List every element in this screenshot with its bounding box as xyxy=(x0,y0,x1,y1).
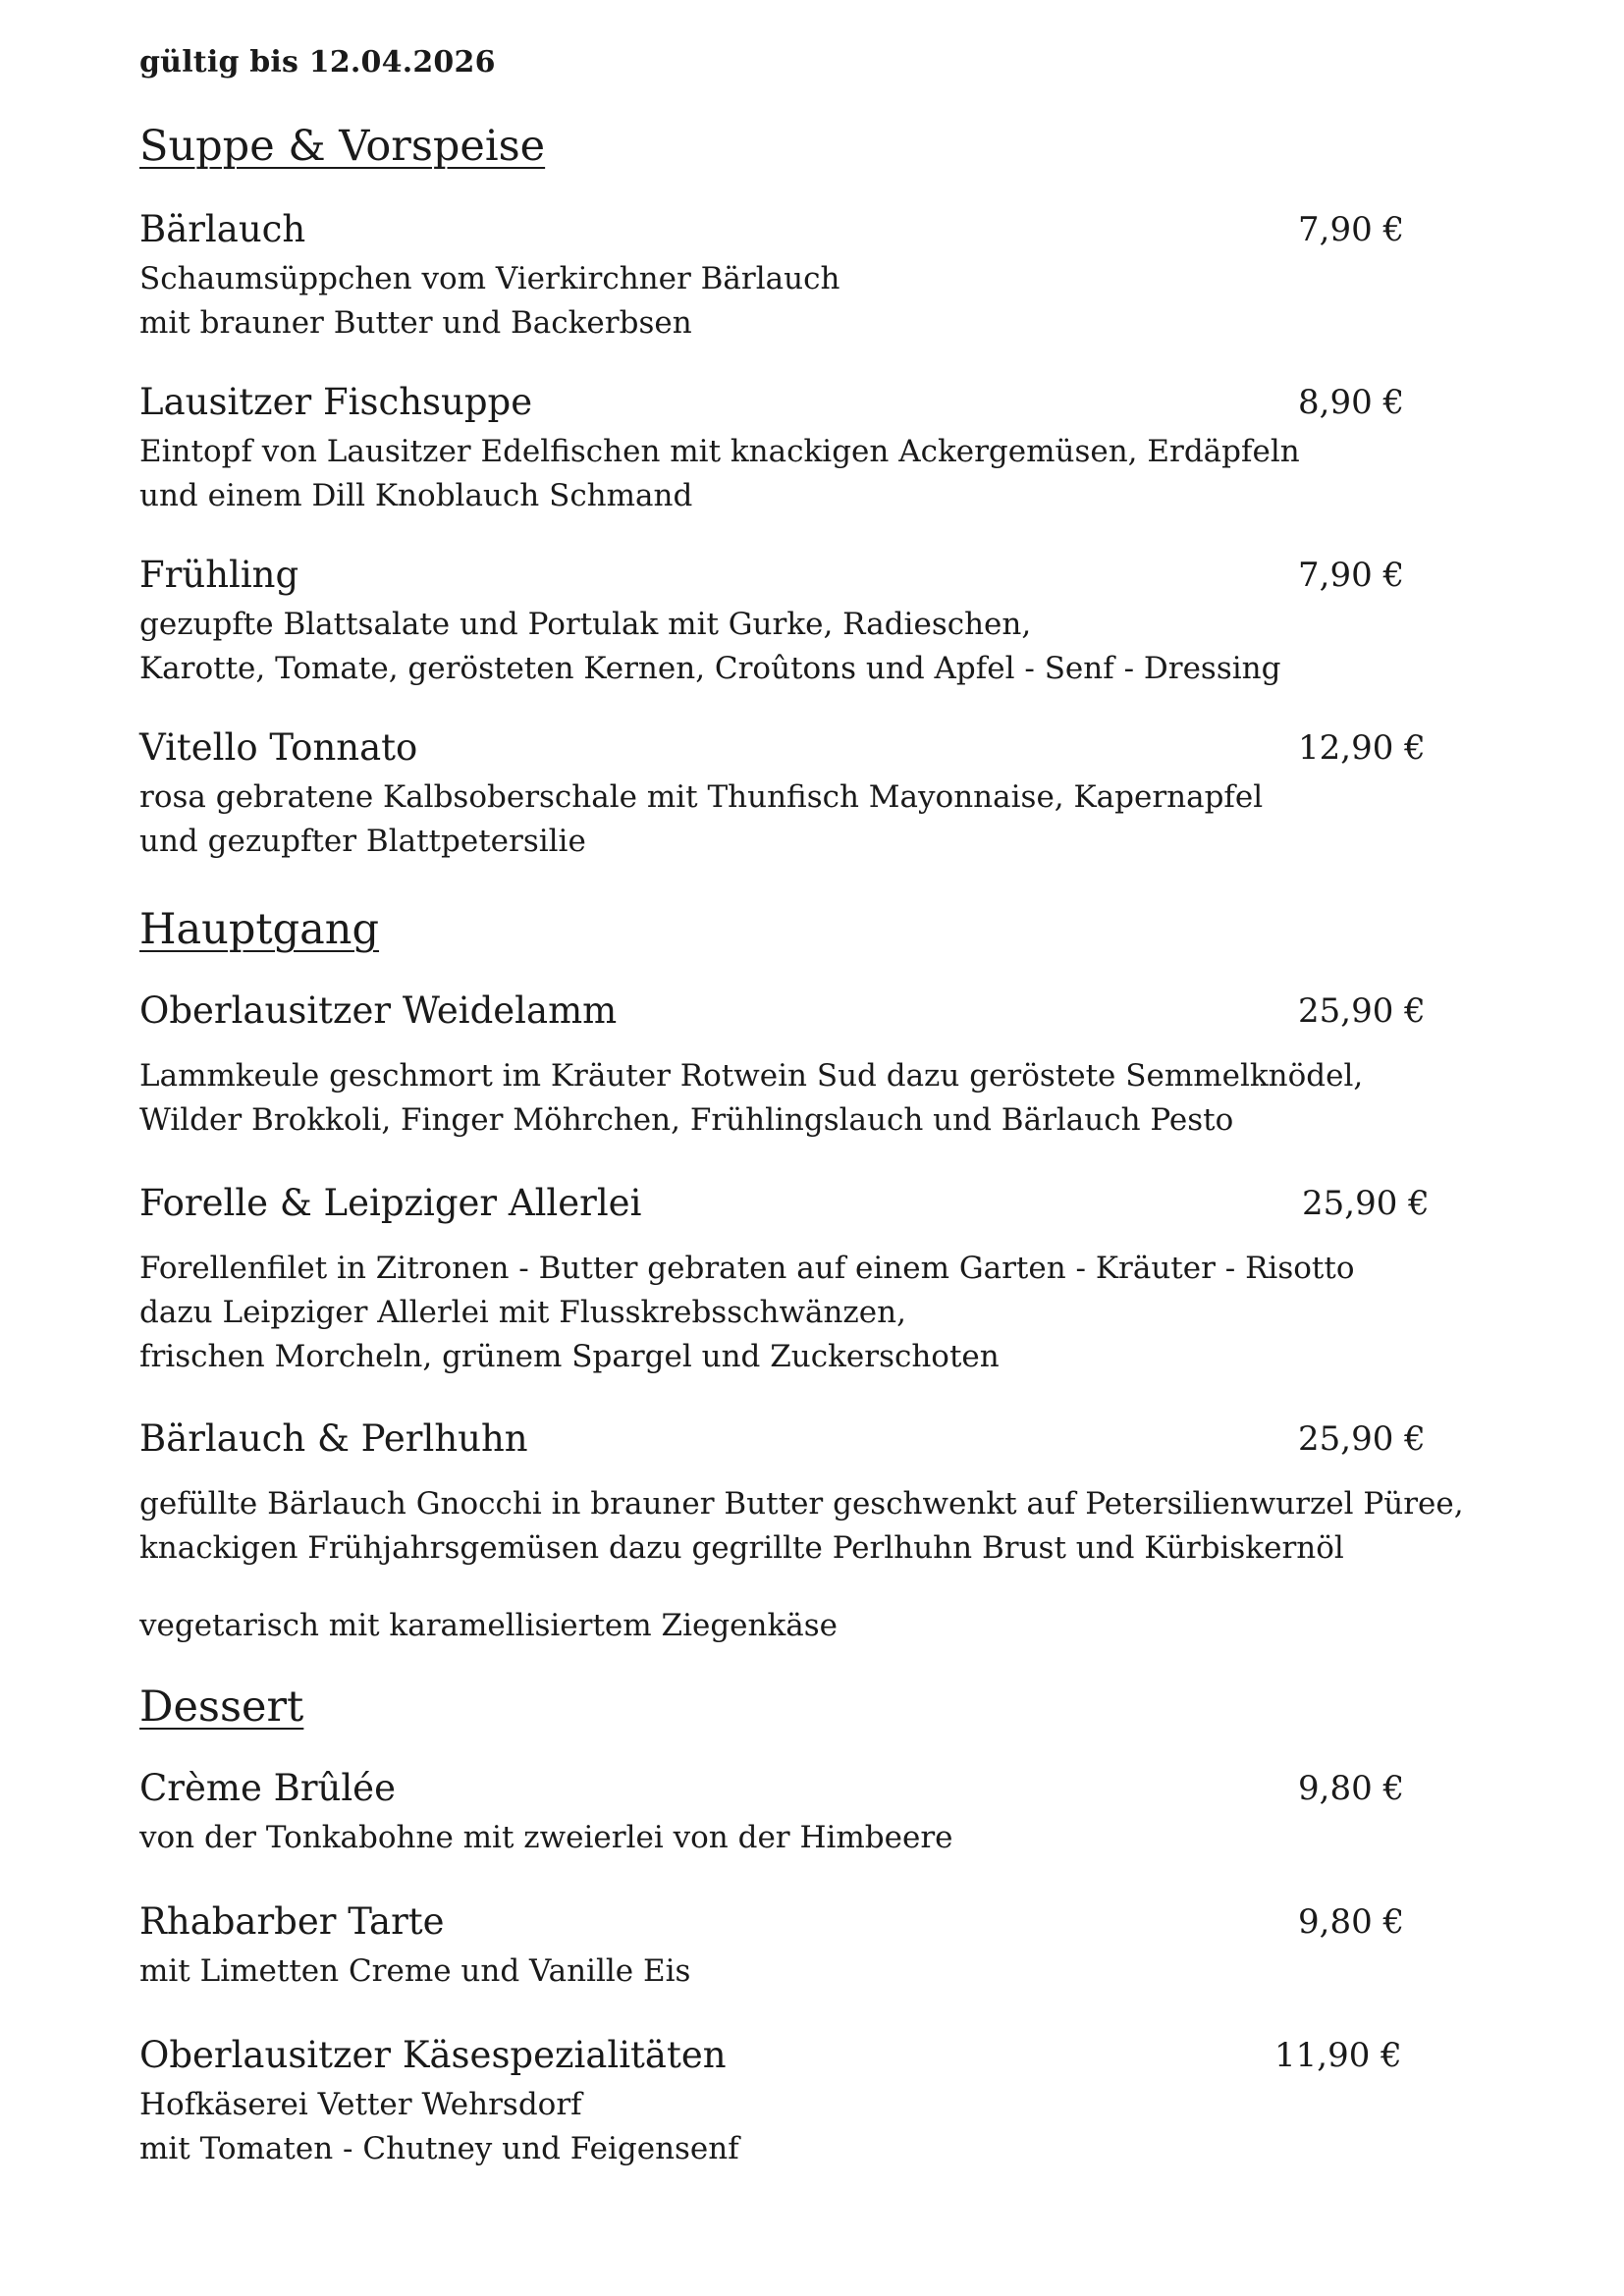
dish-price: 9,80 € xyxy=(1298,1769,1405,1808)
description-line: knackigen Frühjahrsgemüsen dazu gegrillte Perlhuhn Brust und Kürbiskernöl xyxy=(139,1530,1344,1566)
description-line: gefüllte Bärlauch Gnocchi in brauner Butter geschwenkt auf Petersilienwurzel Püree, xyxy=(139,1486,1464,1522)
description-line: Forellenfilet in Zitronen - Butter gebraten auf einem Garten - Kräuter - Risotto xyxy=(139,1251,1355,1286)
description-line: mit Limetten Creme und Vanille Eis xyxy=(139,1953,691,1989)
dish-description xyxy=(139,2083,739,2171)
description-line: Wilder Brokkoli, Finger Möhrchen, Frühlingslauch und Bärlauch Pesto xyxy=(139,1102,1234,1138)
section-title-mains: Hauptgang xyxy=(139,905,380,954)
description-line: mit Tomaten - Chutney und Feigensenf xyxy=(139,2131,739,2166)
dish-name: Crème Brûlée xyxy=(139,1767,396,1809)
description-line: und gezupfter Blattpetersilie xyxy=(139,824,586,859)
description-line: Hofkäserei Vetter Wehrsdorf xyxy=(139,2087,582,2122)
dish-price: 25,90 € xyxy=(1298,1419,1426,1459)
dish-name: Bärlauch & Perlhuhn xyxy=(139,1417,528,1460)
description-line: dazu Leipziger Allerlei mit Flusskrebsschwänzen, xyxy=(139,1295,906,1330)
dish-description xyxy=(139,1054,1363,1143)
dish-name: Vitello Tonnato xyxy=(139,726,418,769)
description-line: rosa gebratene Kalbsoberschale mit Thunfisch Mayonnaise, Kapernapfel xyxy=(139,779,1264,815)
dish-name: Oberlausitzer Käsespezialitäten xyxy=(139,2034,727,2076)
validity-date: gültig bis 12.04.2026 xyxy=(139,45,496,80)
dish-price: 8,90 € xyxy=(1298,383,1405,422)
description-line: Schaumsüppchen vom Vierkirchner Bärlauch xyxy=(139,261,840,296)
dish-name: Oberlausitzer Weidelamm xyxy=(139,989,618,1032)
dish-name: Lausitzer Fischsuppe xyxy=(139,381,533,423)
dish-description xyxy=(139,775,1263,864)
dish-description xyxy=(139,257,839,346)
dish-description xyxy=(139,1949,690,1994)
description-line: mit brauner Butter und Backerbsen xyxy=(139,305,692,341)
dish-price: 7,90 € xyxy=(1298,556,1405,595)
dish-name: Rhabarber Tarte xyxy=(139,1900,445,1943)
dish-name: Forelle & Leipziger Allerlei xyxy=(139,1182,642,1224)
dish-name: Bärlauch xyxy=(139,208,306,250)
dish-price: 7,90 € xyxy=(1298,210,1405,249)
dish-price: 25,90 € xyxy=(1298,991,1426,1031)
dish-price: 11,90 € xyxy=(1274,2036,1402,2075)
description-line: frischen Morcheln, grünem Spargel und Zuckerschoten xyxy=(139,1339,1000,1374)
section-title-dessert: Dessert xyxy=(139,1682,304,1732)
dish-description xyxy=(139,1482,1464,1571)
dish-description xyxy=(139,603,1280,691)
description-line: und einem Dill Knoblauch Schmand xyxy=(139,478,693,513)
dish-name: Frühling xyxy=(139,554,299,596)
dish-price: 12,90 € xyxy=(1298,728,1426,768)
vegetarian-note: vegetarisch mit karamellisiertem Ziegenkäse xyxy=(139,1608,839,1643)
dish-price: 9,80 € xyxy=(1298,1902,1405,1942)
dish-description xyxy=(139,1816,953,1860)
description-line: Lammkeule geschmort im Kräuter Rotwein Sud dazu geröstete Semmelknödel, xyxy=(139,1058,1364,1094)
description-line: Eintopf von Lausitzer Edelfischen mit knackigen Ackergemüsen, Erdäpfeln xyxy=(139,434,1300,469)
section-title-starters: Suppe & Vorspeise xyxy=(139,122,546,171)
dish-description xyxy=(139,1247,1355,1379)
dish-price: 25,90 € xyxy=(1302,1184,1430,1223)
description-line: Karotte, Tomate, gerösteten Kernen, Croûtons und Apfel - Senf - Dressing xyxy=(139,651,1281,686)
dish-description xyxy=(139,430,1300,518)
description-line: gezupfte Blattsalate und Portulak mit Gurke, Radieschen, xyxy=(139,607,1032,642)
description-line: von der Tonkabohne mit zweierlei von der Himbeere xyxy=(139,1820,953,1855)
